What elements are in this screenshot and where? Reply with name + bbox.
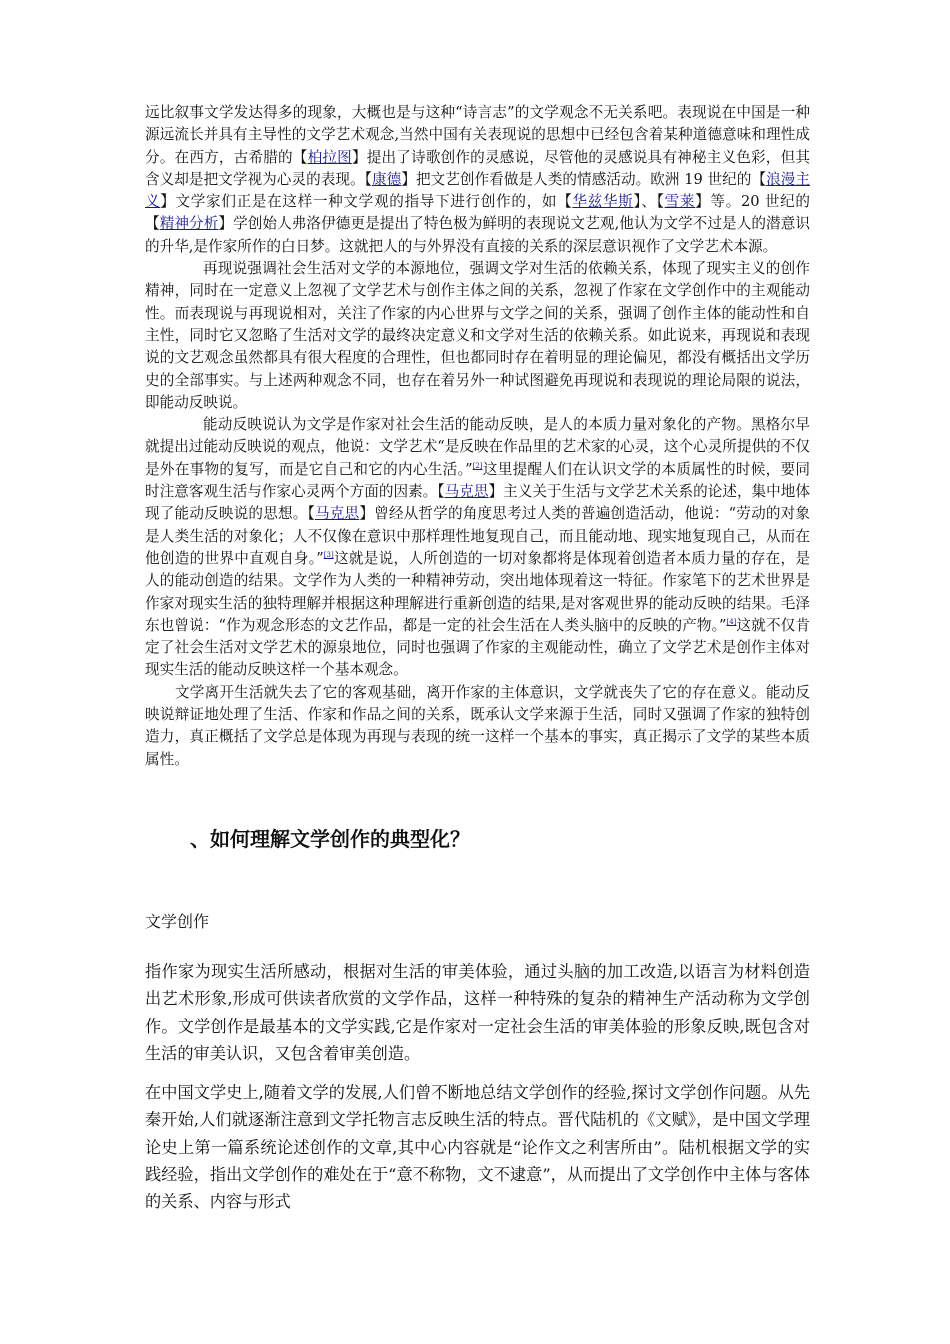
text-run: 】文学家们正是在这样一种文学观的指导下进行创作的，如【 — [160, 193, 573, 211]
paragraph-definition: 指作家为现实生活所感动，根据对生活的审美体验，通过头脑的加工改造,以语言为材料创造出艺术形象,形成可供读者欣赏的文学作品，这样一种特殊的复杂的精神生产活动称为文学创作。文学创作是最基本的文学实践,它是作家对一定社会生活的审美体验的形象反映,既包含对生活的审美认识，又包含着审美创造。 — [145, 962, 810, 1063]
link-wordsworth[interactable]: 华兹华斯 — [572, 193, 634, 211]
paragraph-reproduction-theory: 再现说强调社会生活对文学的本源地位，强调文学对生活的依赖关系，体现了现实主义的创作精神，同时在一定意义上忽视了文学艺术与创作主体之间的关系，忽视了作家在文学创作中的主观能动性。而表现说与再现说相对，关注了作家的内心世界与文学之间的关系，强调了创作主体的能动性和自主性，同时它又忽略了生活对文学的最终决定意义和文学对生活的依赖关系。如此说来，再现说和表现说的文艺观念虽然都具有很大程度的合理性，但也都同时存在着明显的理论偏见，都没有概括出文学历史的全部事实。与上述两种观念不同，也存在着另外一种试图避免再现说和表现说的理论局限的说法，即能动反映说。 — [145, 260, 810, 411]
text-run: 】学创始人弗洛伊德更是提出了特色极为鲜明的表现说文艺观,他认为文学不过是人的潜意识的升华,是作家所作的白日梦。这就把人的与外界没有直接的关系的深层意识视作了文学艺术本源。 — [145, 215, 810, 255]
text-run: 】主义关于生活与文学艺术关系的论述，集中地体现了能动反映说的思想。【 — [145, 483, 810, 523]
link-kant[interactable]: 康德 — [372, 170, 402, 188]
term-title: 文学创作 — [145, 912, 210, 931]
body-section — [145, 102, 810, 771]
footnote-ref-3[interactable]: [3] — [323, 551, 334, 560]
section-heading: 、如何理解文学创作的典型化？ — [190, 827, 470, 851]
link-romanticism[interactable]: 浪漫主义 — [145, 170, 810, 211]
text-run: 】提出了诗歌创作的灵感说，尽管他的灵感说具有神秘主义色彩，但其含义却是把文学视为心灵的表现。【 — [145, 148, 810, 188]
paragraph-active-reflection — [145, 414, 810, 682]
footnote-ref-2[interactable]: [2] — [472, 461, 483, 470]
paragraph-history: 在中国文学史上,随着文学的发展,人们曾不断地总结文学创作的经验,探讨文学创作问题。从先秦开始,人们就逐渐注意到文学托物言志反映生活的特点。晋代陆机的《文赋》，是中国文学理论史上第一篇系统论述创作的文章,其中心内容就是“论作文之利害所由”。陆机根据文学的实践经验，指出文学创作的难处在于“意不称物，文不逮意”，从而提出了文学创作中主体与客体的关系、内容与形式 — [145, 1083, 810, 1212]
text-run: 】把文艺创作看做是人类的情感活动。欧洲 19 世纪的【 — [401, 170, 767, 188]
text-run: 远比叙事文学发达得多的现象，大概也是与这种“诗言志”的文学观念不无关系吧。表现说在中国是一种源远流长并具有主导性的文学艺术观念,当然中国有关表现说的思想中已经包含着某种道德意味和理性成分。在西方，古希腊的【 — [145, 104, 810, 166]
text-run: 】等。20 世纪的【 — [145, 193, 810, 233]
text-run: 这就是说，人所创造的一切对象都将是体现着创造者本质力量的存在，是人的能动创造的结果。文学作为人类的一种精神劳动，突出地体现着这一特征。作家笔下的艺术世界是作家对现实生活的独特理解并根据这种理解进行重新创造的结果,是对客观世界的能动反映的结果。毛泽东也曾说：“作为观念形态的文艺作品，都是一定的社会生活在人类头脑中的反映的产物。” — [145, 549, 810, 634]
text-run: 】曾经从哲学的角度思考过人类的普遍创造活动，他说：“劳动的对象是人类生活的对象化；人不仅像在意识中那样理性地复现自己，而且能动地、现实地复现自己，从而在他创造的世界中直观自身。” — [145, 505, 810, 567]
link-marx[interactable]: 马克思 — [444, 483, 489, 501]
text-run: 这里提醒人们在认识文学的本质属性的时候，要同时注意客观生活与作家心灵两个方面的因素。【 — [145, 460, 810, 501]
footnote-ref-4[interactable]: [4] — [726, 617, 737, 626]
link-marx[interactable]: 马克思 — [314, 505, 360, 523]
text-run: 这就不仅肯定了社会生活对文学艺术的源泉地位，同时也强调了作家的主观能动性，确立了文学艺术是创作主体对现实生活的能动反映这样一个基本观念。 — [145, 616, 810, 679]
link-shelley[interactable]: 雪莱 — [664, 193, 696, 211]
paragraph-conclusion: 文学离开生活就失去了它的客观基础，离开作家的主体意识，文学就丧失了它的存在意义。能动反映说辩证地处理了生活、作家和作品之间的关系，既承认文学来源于生活，同时又强调了作家的独特创造力，真正概括了文学总是体现为再现与表现的统一这样一个基本的事实，真正揭示了文学的某些本质属性。 — [145, 683, 810, 768]
text-run: 能动反映说认为文学是作家对社会生活的能动反映，是人的本质力量对象化的产物。黑格尔早就提出过能动反映说的观点，他说：文学艺术“是反映在作品里的艺术家的心灵，这个心灵所提供的不仅是外在事物的复写，而是它自己和它的内心生活。” — [145, 416, 810, 478]
link-plato[interactable]: 柏拉图 — [307, 148, 352, 166]
link-psychoanalysis[interactable]: 精神分析 — [159, 215, 219, 233]
paragraph-expression-theory — [145, 102, 810, 258]
text-run: 】、【 — [633, 193, 665, 211]
